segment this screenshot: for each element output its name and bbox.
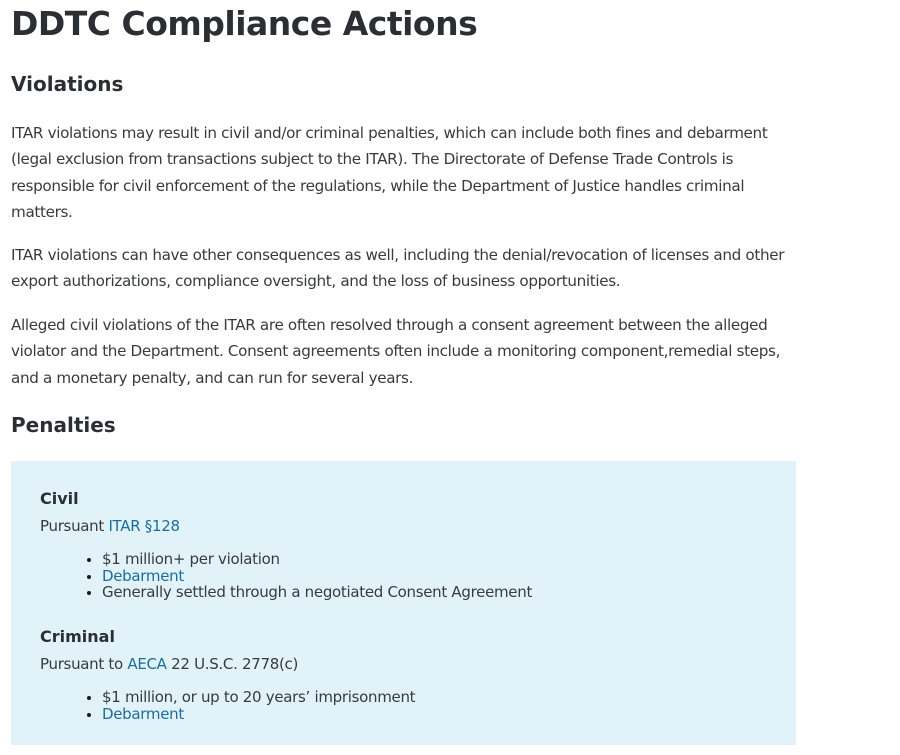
list-item bbox=[102, 584, 532, 601]
civil-pursuant bbox=[40, 515, 532, 537]
civil-debarment-link[interactable]: Debarment bbox=[102, 566, 184, 585]
criminal-title: Criminal bbox=[40, 627, 115, 646]
violations-paragraph-1: ITAR violations may result in civil and/or criminal penalties, which can include both fines and debarment (legal exclusion from transactions subject to the ITAR). The Directorate of Defense Trade Controls is responsible for civil enforcement of the regulations, while the Department of Justice handles criminal matters. bbox=[11, 124, 768, 221]
criminal-bullet-fine: $1 million, or up to 20 years’ imprisonment bbox=[102, 688, 416, 706]
civil-bullet-list bbox=[40, 551, 532, 601]
violations-heading: Violations bbox=[11, 72, 124, 96]
violations-paragraph-3: Alleged civil violations of the ITAR are often resolved through a consent agreement between the alleged violator and the Department. Consent agreements often include a monitoring component,remedial steps, and a monetary penalty, and can run for several years. bbox=[11, 316, 781, 387]
criminal-pursuant-suffix: 22 U.S.C. 2778(c) bbox=[166, 655, 299, 673]
itar-128-link[interactable]: ITAR §128 bbox=[108, 517, 180, 535]
list-item bbox=[102, 551, 532, 568]
violations-paragraph-2: ITAR violations can have other consequences as well, including the denial/revocation of licenses and other export authorizations, compliance oversight, and the loss of business opportunities. bbox=[11, 246, 785, 291]
penalties-box bbox=[11, 461, 796, 745]
criminal-penalty-group bbox=[40, 626, 415, 722]
civil-pursuant-prefix: Pursuant bbox=[40, 517, 109, 535]
page-title: DDTC Compliance Actions bbox=[11, 4, 478, 43]
list-item bbox=[102, 689, 415, 706]
civil-penalty-group bbox=[40, 488, 532, 601]
criminal-pursuant bbox=[40, 653, 415, 675]
criminal-pursuant-prefix: Pursuant to bbox=[40, 655, 128, 673]
criminal-debarment-link[interactable]: Debarment bbox=[102, 704, 184, 723]
penalties-heading: Penalties bbox=[11, 413, 116, 437]
aeca-link[interactable]: AECA bbox=[127, 655, 167, 673]
criminal-bullet-list bbox=[40, 689, 415, 722]
list-item bbox=[102, 706, 415, 723]
civil-bullet-consent: Generally settled through a negotiated Consent Agreement bbox=[102, 583, 533, 602]
list-item bbox=[102, 568, 532, 585]
civil-title: Civil bbox=[40, 489, 79, 508]
civil-bullet-fine: $1 million+ per violation bbox=[102, 550, 280, 568]
